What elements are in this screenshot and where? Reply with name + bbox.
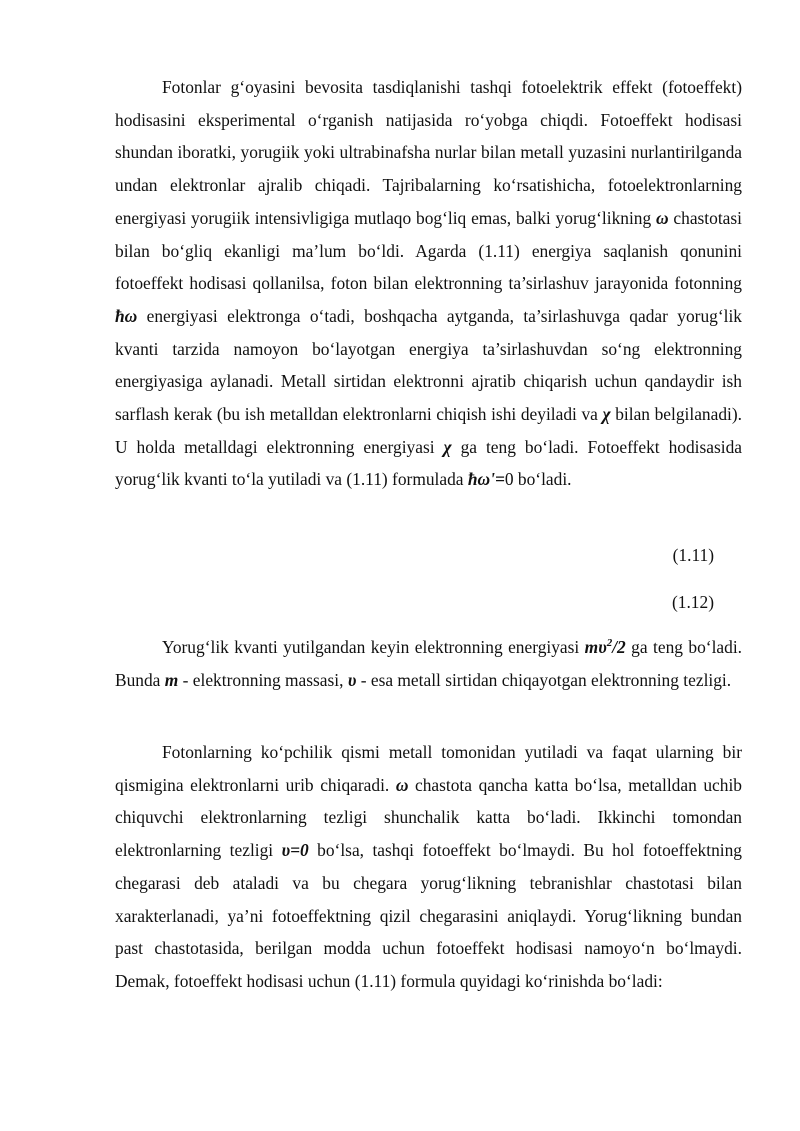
text-run: - elektronning massasi, xyxy=(178,669,348,690)
text-run: 0 bo‘ladi. xyxy=(504,469,572,490)
symbol-omega: ω xyxy=(656,207,669,228)
text-run: ga teng bo‘ladi. Fotoeffekt hodisasida yorug‘lik kvanti to‘la yutiladi va (1.11) formulada xyxy=(115,436,742,490)
paragraph-red-limit xyxy=(115,736,742,998)
text-run: Yorug‘lik kvanti yutilgandan keyin elektronning energiyasi xyxy=(162,637,585,657)
text-run: bilan belgilanadi). U holda metalldagi elektronning energiyasi xyxy=(115,404,742,457)
text-run: ga teng bo‘ladi. Bunda xyxy=(115,637,742,690)
equation-number-2: (1.12) xyxy=(671,592,714,612)
symbol-mv: mυ xyxy=(584,637,607,657)
paragraph-photoeffect-intro xyxy=(115,71,742,496)
text-run: Fotonlarning ko‘pchilik qismi metall tomonidan yutiladi va faqat ularning bir qismigina elektronlarni urib chiqaradi. xyxy=(115,742,742,795)
paragraph-kinetic-energy xyxy=(115,631,742,696)
equation-number-1: (1.11) xyxy=(672,545,714,565)
symbol-v: υ xyxy=(347,669,357,690)
text-run: Fotonlar g‘oyasini bevosita tasdiqlanishi tashqi fotoelektrik effekt (fotoeffekt) hodisasini eksperimental o‘rganish natijasida ro‘yobga chiqdi. Fotoeffekt hodisasi shundan iboratki, yorugiik yoki ultrabinafsha nurlar bilan metall yuzasini nurlantirilganda undan elektronlar ajralib chiqadi. Tajribalarning ko‘rsatishicha, fotoelektronlarning energiyasi yorugiik intensivligiga mutlaqo bog‘liq emas, balki yorug‘likning xyxy=(115,77,742,228)
symbol-hbar-omega-prime: ħω'= xyxy=(467,469,505,490)
superscript-2: 2 xyxy=(606,637,613,650)
symbol-m: m xyxy=(164,669,179,690)
symbol-omega: ω xyxy=(395,774,409,795)
symbol-chi: χ xyxy=(602,404,611,425)
symbol-div-2: /2 xyxy=(612,637,626,657)
text-run: energiyasi elektronga o‘tadi, boshqacha aytganda, ta’sirlashuvga qadar yorug‘lik kvanti tarzida namoyon bo‘layotgan energiya ta’sirlashuvdan so‘ng elektronning energiyasiga aylanadi. Metall sirtidan elektronni ajratib chiqarish uchun qandaydir ish sarflash kerak (bu ish metalldan elektronlarni chiqish ishi deyiladi va xyxy=(115,305,742,425)
text-run: chastota qancha katta bo‘lsa, metalldan uchib chiquvchi elektronlarning tezligi shunchalik katta bo‘ladi. Ikkinchi tomondan elektronlarning tezligi xyxy=(115,774,743,861)
text-run: bo‘lsa, tashqi fotoeffekt bo‘lmaydi. Bu hol fotoeffektning chegarasi deb ataladi va bu chegara yorug‘likning tebranishlar chastotasi bilan xarakterlanadi, ya’ni fotoeffektning qizil chegarasini aniqlaydi. Yorug‘likning bundan past chastotasida, berilgan modda uchun fotoeffekt hodisasi namoyo‘n bo‘lmaydi. Demak, fotoeffekt hodisasi uchun (1.11) formula quyidagi ko‘rinishda bo‘ladi: xyxy=(115,840,742,991)
symbol-chi: χ xyxy=(443,436,452,457)
text-run: chastotasi bilan bo‘gliq ekanligi ma’lum bo‘ldi. Agarda (1.11) energiya saqlanish qonunini fotoeffekt hodisasi qollanilsa, foton bilan elektronning ta’sirlashuv jarayonida fotonning xyxy=(115,207,742,294)
symbol-v-zero: υ=0 xyxy=(281,840,309,861)
text-run: - esa metall sirtidan chiqayotgan elektronning tezligi. xyxy=(356,669,732,690)
symbol-hbar-omega: ħω xyxy=(115,305,138,326)
